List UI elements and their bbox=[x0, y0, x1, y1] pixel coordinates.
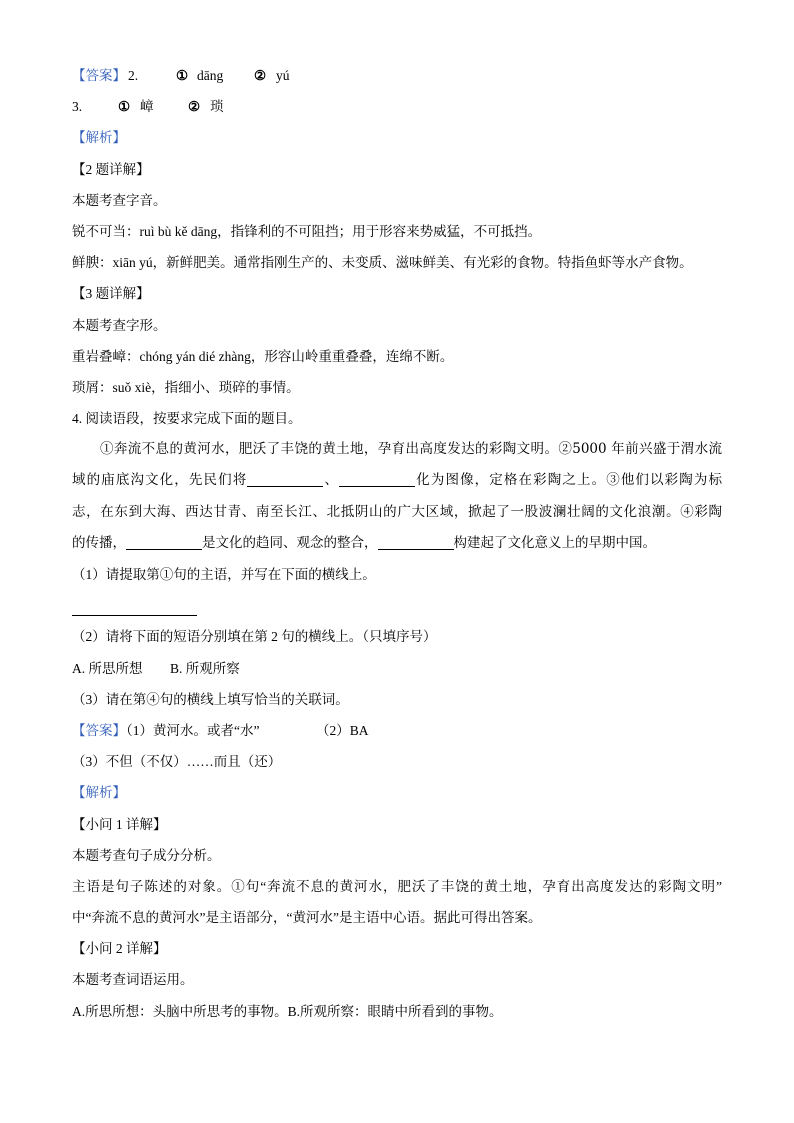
circled-marker-2: ② bbox=[254, 68, 267, 83]
fill-blank bbox=[126, 549, 202, 550]
section-intro: 本题考查字形。 bbox=[72, 317, 167, 333]
answer-sub1: （1）黄河水。或者“水” bbox=[126, 722, 260, 738]
section-heading-q2: 【2 题详解】 bbox=[72, 161, 150, 177]
passage-line bbox=[72, 528, 722, 559]
answer-row-q2 bbox=[72, 60, 722, 91]
passage-line bbox=[72, 465, 722, 496]
passage-text: 志，在东到大海、西达甘青、南至长江、北抵阴山的广大区域，掀起了一股波澜壮阔的文化浪潮。④彩陶 bbox=[72, 503, 722, 520]
section-heading-sub2: 【小问 2 详解】 bbox=[72, 941, 167, 957]
passage-text: 化为图像，定格在彩陶之上。③他们以彩陶为标 bbox=[415, 472, 722, 489]
analysis-tag: 【解析】 bbox=[72, 130, 126, 146]
answer-value: 嶂 bbox=[140, 99, 154, 115]
passage-text: 是文化的趋同、观念的整合， bbox=[202, 534, 378, 551]
answer-value: dāng bbox=[197, 68, 224, 83]
explanation-entry: 锐不可当：ruì bù kě dāng，指锋利的不可阻挡；用于形容来势威猛，不可抵挡。 bbox=[72, 223, 542, 239]
explanation-entry: 琐屑：suǒ xiè，指细小、琐碎的事情。 bbox=[72, 379, 300, 395]
answer-line-row bbox=[72, 590, 722, 621]
answer-tag: 【答案】 bbox=[72, 68, 126, 83]
answer-sub3: （3）不但（不仅）……而且（还） bbox=[72, 754, 282, 770]
options-row bbox=[72, 653, 722, 684]
section-intro: 本题考查字音。 bbox=[72, 192, 167, 208]
circled-marker-1: ① bbox=[118, 99, 131, 115]
explanation-line: 中“奔流不息的黄河水”是主语部分，“黄河水”是主语中心语。据此可得出答案。 bbox=[72, 910, 542, 926]
passage-text: 、 bbox=[323, 472, 340, 489]
section-heading-sub1: 【小问 1 详解】 bbox=[72, 816, 167, 832]
answer-value: yú bbox=[276, 68, 290, 83]
sub-question-2: （2）请将下面的短语分别填在第 2 句的横线上。（只填序号） bbox=[72, 629, 437, 645]
passage-text: 的传播， bbox=[72, 534, 126, 551]
explanation-line: A.所思所想：头脑中所思考的事物。B.所观所察：眼睛中所看到的事物。 bbox=[72, 1003, 503, 1019]
explanation-entry: 重岩叠嶂：chóng yán dié zhàng，形容山岭重重叠叠，连绵不断。 bbox=[72, 348, 454, 364]
explanation-text: 主语是句子陈述的对象。①句“奔流不息的黄河水，肥沃了丰饶的黄土地，孕育出高度发达的彩陶文明” bbox=[72, 878, 722, 894]
fill-blank bbox=[339, 486, 415, 487]
option-a: A. 所思所想 bbox=[72, 660, 143, 676]
circled-marker-1: ① bbox=[176, 68, 189, 83]
explanation-line bbox=[72, 871, 722, 902]
explanation-entry: 鲜腴：xiān yú，新鲜肥美。通常指刚生产的、未变质、滋味鲜美、有光彩的食物。特指鱼虾等水产食物。 bbox=[72, 255, 693, 271]
analysis-tag: 【解析】 bbox=[72, 785, 126, 801]
question-number-3: 3. bbox=[72, 99, 83, 115]
answer-sub2: （2）BA bbox=[316, 722, 369, 738]
answer-row-q3 bbox=[72, 91, 722, 122]
section-intro: 本题考查词语运用。 bbox=[72, 972, 194, 988]
answer-tag: 【答案】 bbox=[72, 722, 126, 738]
question-stem-4: 4. 阅读语段，按要求完成下面的题目。 bbox=[72, 411, 302, 427]
fill-blank bbox=[247, 486, 323, 487]
answer-row-q4 bbox=[72, 715, 722, 746]
sub-question-3: （3）请在第④句的横线上填写恰当的关联词。 bbox=[72, 691, 349, 707]
passage-text: ①奔流不息的黄河水，肥沃了丰饶的黄土地，孕育出高度发达的彩陶文明。②5000 年前兴盛于渭水流 bbox=[100, 441, 722, 458]
section-intro: 本题考查句子成分分析。 bbox=[72, 847, 221, 863]
answer-blank-line bbox=[72, 615, 197, 616]
passage-line bbox=[72, 497, 722, 528]
question-number-2: 2. bbox=[128, 68, 139, 83]
sub-question-1: （1）请提取第①句的主语，并写在下面的横线上。 bbox=[72, 567, 376, 582]
answer-value: 琐 bbox=[210, 99, 224, 115]
option-b: B. 所观所察 bbox=[170, 660, 240, 676]
passage-text: 域的庙底沟文化，先民们将 bbox=[72, 472, 248, 489]
passage-line bbox=[72, 434, 722, 465]
circled-marker-2: ② bbox=[188, 99, 201, 115]
section-heading-q3: 【3 题详解】 bbox=[72, 286, 150, 302]
fill-blank bbox=[378, 549, 454, 550]
passage-text: 构建起了文化意义上的早期中国。 bbox=[453, 534, 656, 551]
